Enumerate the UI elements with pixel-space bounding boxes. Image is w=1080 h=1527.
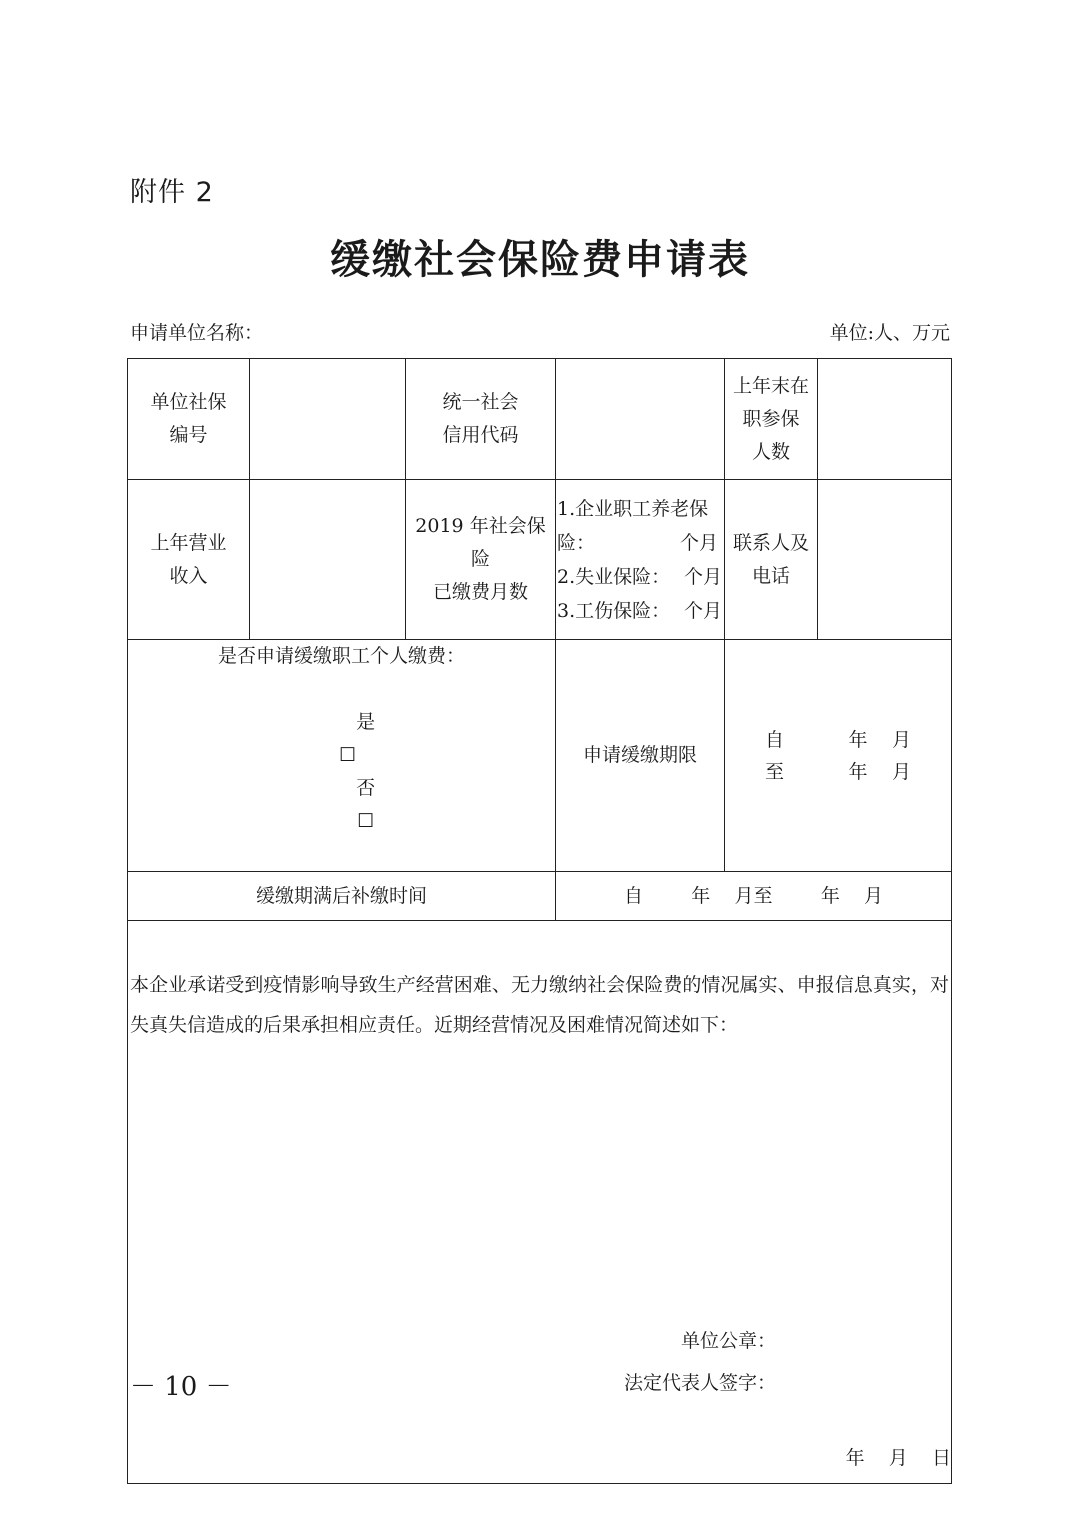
company-seal-label: 单位公章： xyxy=(680,1330,776,1352)
commitment-statement: 本企业承诺受到疫情影响导致生产经营困难、无力缴纳社会保险费的情况属实、申报信息真实，对失真失信造成的后果承担相应责任。近期经营情况及困难情况简述如下： xyxy=(130,974,949,1036)
table-row xyxy=(128,480,952,640)
contact-field[interactable] xyxy=(818,480,952,640)
no-checkbox[interactable]: ☐ xyxy=(357,810,375,832)
deferral-period-field[interactable]: 自 年 月 至 年 月 xyxy=(725,640,952,872)
insured-count-field[interactable] xyxy=(818,359,952,480)
social-security-no-field[interactable] xyxy=(250,359,406,480)
revenue-label: 上年营业 收入 xyxy=(128,480,250,640)
insured-count-label: 上年末在 职参保 人数 xyxy=(725,359,818,480)
no-label: 否 xyxy=(356,777,376,799)
table-row xyxy=(128,640,952,872)
signature-date: 年 月 日 xyxy=(845,1447,951,1469)
revenue-field[interactable] xyxy=(250,480,406,640)
legal-rep-signature-label: 法定代表人签字： xyxy=(623,1372,776,1394)
page-number: － 10 － xyxy=(130,1372,232,1402)
backpay-period-field[interactable]: 自 年 月至 年 月 xyxy=(556,872,952,921)
application-form-table xyxy=(127,358,952,1484)
attachment-label: 附件 2 xyxy=(130,177,214,208)
credit-code-label: 统一社会 信用代码 xyxy=(406,359,556,480)
statement-cell[interactable] xyxy=(128,921,952,1484)
yes-label: 是 xyxy=(356,711,376,733)
applicant-name-label: 申请单位名称： xyxy=(130,322,264,344)
backpay-label: 缓缴期满后补缴时间 xyxy=(128,872,556,921)
personal-deferral-question: 是否申请缓缴职工个人缴费： 是 ☐ 否 ☐ xyxy=(128,640,556,872)
table-row xyxy=(128,359,952,480)
table-row xyxy=(128,872,952,921)
social-security-no-label: 单位社保 编号 xyxy=(128,359,250,480)
form-title: 缓缴社会保险费申请表 xyxy=(330,237,750,283)
deferral-period-label: 申请缓缴期限 xyxy=(556,640,725,872)
yes-checkbox[interactable]: ☐ xyxy=(339,744,357,766)
table-row xyxy=(128,921,952,1484)
credit-code-field[interactable] xyxy=(556,359,725,480)
contact-label: 联系人及 电话 xyxy=(725,480,818,640)
insurance-months-field[interactable]: 1.企业职工养老保 险： 个月 2.失业保险： 个月 3.工伤保险： 个月 xyxy=(556,480,725,640)
paid-months-label: 2019 年社会保险 已缴费月数 xyxy=(406,480,556,640)
unit-label: 单位:人、万元 xyxy=(829,322,950,344)
